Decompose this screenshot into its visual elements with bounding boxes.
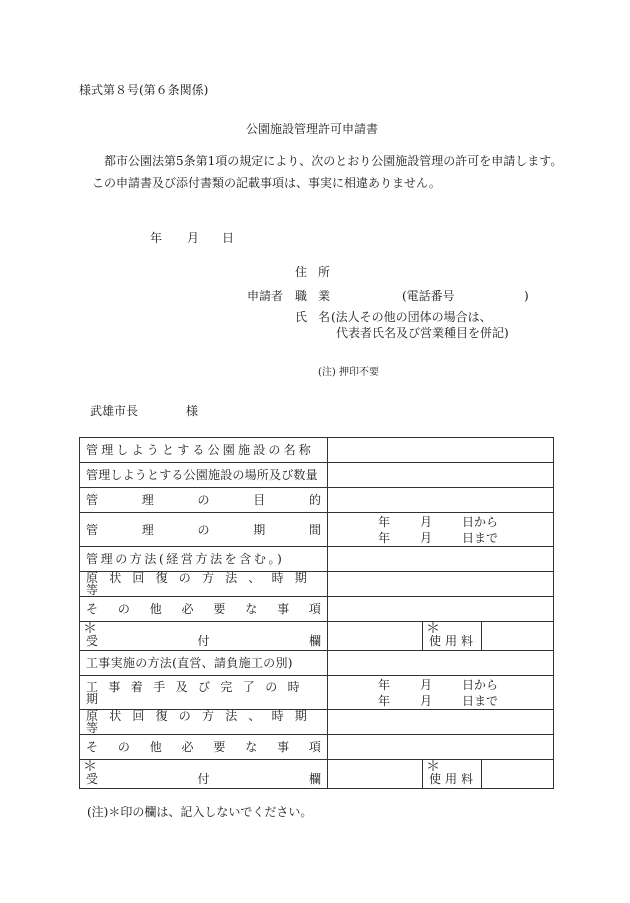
other-label-cell — [80, 597, 328, 622]
date-day-label: 日 — [222, 231, 235, 245]
reception-char: 欄 — [308, 772, 321, 786]
work-method-value[interactable] — [328, 651, 554, 676]
work-other-label — [86, 741, 321, 753]
table-row — [80, 572, 554, 597]
work-until-month: 月 — [420, 693, 433, 708]
facility-location-value[interactable] — [328, 463, 554, 488]
work-period-label: 工事着手及び完了の時期 — [86, 679, 311, 706]
intro-text-line-1: 都市公園法第5条第1項の規定により、次のとおり公園施設管理の許可を申請します。 — [104, 154, 563, 168]
work-from-month: 月 — [420, 677, 433, 692]
table-row — [80, 547, 554, 572]
document-title: 公園施設管理許可申請書 — [246, 122, 379, 136]
period-from-month: 月 — [420, 514, 433, 529]
other-char: 他 — [149, 740, 162, 754]
work-period-value[interactable] — [328, 676, 554, 710]
facility-location-label: 管理しようとする公園施設の場所及び数量 — [86, 468, 318, 482]
occupation-label-1: 職 — [295, 289, 308, 303]
other-char: 項 — [308, 740, 321, 754]
star-mark: ＊ — [426, 759, 440, 775]
reception-char: 欄 — [308, 634, 321, 648]
purpose-value[interactable] — [328, 488, 554, 513]
usage-fee-value[interactable] — [482, 622, 553, 650]
work-restoration-label: 原状回復の方法、時期等 — [86, 709, 319, 735]
phone-close-paren: ) — [524, 289, 529, 303]
work-until-year: 年 — [378, 693, 391, 708]
work-other-label-cell — [80, 735, 328, 760]
work-usage-fee-label-cell — [423, 760, 482, 788]
reception-label — [86, 635, 321, 647]
other-char: 必 — [181, 740, 194, 754]
reception-char: 付 — [197, 634, 210, 648]
purpose-char: の — [197, 493, 210, 507]
table-row — [80, 622, 554, 651]
other-label — [86, 603, 321, 615]
other-value[interactable] — [328, 597, 554, 622]
other-char: 事 — [277, 602, 290, 616]
period-value[interactable] — [328, 513, 554, 547]
form-number: 様式第８号(第６条関係) — [79, 83, 209, 97]
applicant-label: 申請者 — [247, 289, 284, 303]
name-note-line-2: 代表者氏名及び営業種目を併記) — [336, 326, 509, 340]
other-char: 他 — [149, 602, 162, 616]
table-row — [80, 651, 554, 676]
facility-name-value[interactable] — [328, 438, 554, 463]
other-char: そ — [86, 602, 99, 616]
method-label: 管理の方法(経営方法を含む。) — [86, 552, 285, 566]
application-table — [79, 437, 554, 789]
other-char: 要 — [213, 602, 226, 616]
purpose-char: 理 — [141, 493, 154, 507]
date-year-label: 年 — [150, 231, 163, 245]
work-period-label-cell — [80, 676, 328, 710]
name-note-line-1: (法人その他の団体の場合は、 — [331, 310, 492, 324]
work-method-label: 工事実施の方法(直営、請負施工の別) — [86, 656, 293, 670]
name-label-1: 氏 — [295, 310, 308, 324]
restoration-label: 原状回復の方法、時期等 — [86, 571, 319, 597]
method-value[interactable] — [328, 547, 554, 572]
purpose-char: 目 — [253, 493, 266, 507]
other-char: 必 — [181, 602, 194, 616]
restoration-label-cell — [80, 572, 328, 597]
period-from-day: 日から — [462, 514, 499, 529]
work-until-day: 日まで — [462, 693, 499, 708]
other-char: の — [117, 602, 130, 616]
occupation-label-2: 業 — [318, 289, 331, 303]
work-reception-value[interactable] — [328, 760, 423, 789]
purpose-label-cell — [80, 488, 328, 513]
addressee-honorific: 様 — [186, 404, 199, 418]
other-char: そ — [86, 740, 99, 754]
purpose-label — [86, 494, 321, 506]
addressee-name: 武雄市長 — [90, 404, 139, 418]
usage-fee-label: 使用料 — [429, 772, 478, 786]
facility-name-label: 管理しようとする公園施設の名称 — [86, 443, 315, 457]
work-from-year: 年 — [378, 677, 391, 692]
date-month-label: 月 — [187, 231, 200, 245]
work-restoration-value[interactable] — [328, 710, 554, 735]
method-label-cell — [80, 547, 328, 572]
table-row — [80, 463, 554, 488]
facility-location-label-cell — [80, 463, 328, 488]
star-mark: ＊ — [83, 621, 97, 637]
star-mark: ＊ — [426, 621, 440, 637]
reception-char: 受 — [86, 772, 99, 786]
period-until-year: 年 — [378, 530, 391, 545]
work-reception-label — [86, 773, 321, 785]
work-from-day: 日から — [462, 677, 499, 692]
period-label-cell — [80, 513, 328, 547]
seal-note: (注) 押印不要 — [318, 367, 379, 378]
table-row — [80, 676, 554, 710]
name-label-2: 名 — [318, 310, 331, 324]
period-char: 管 — [86, 522, 99, 537]
other-char: な — [245, 740, 258, 754]
table-row — [80, 735, 554, 760]
reception-value[interactable] — [328, 622, 423, 651]
purpose-char: 管 — [86, 493, 99, 507]
usage-fee-label: 使用料 — [429, 634, 478, 648]
period-char: の — [197, 522, 210, 537]
work-other-value[interactable] — [328, 735, 554, 760]
usage-fee-label-cell — [423, 622, 482, 650]
table-row — [80, 760, 554, 789]
period-char: 期 — [253, 522, 266, 537]
reception-char: 付 — [197, 772, 210, 786]
restoration-value[interactable] — [328, 572, 554, 597]
other-char: の — [117, 740, 130, 754]
star-mark: ＊ — [83, 759, 97, 775]
other-char: な — [245, 602, 258, 616]
work-reception-label-cell — [80, 760, 328, 789]
facility-name-label-cell — [80, 438, 328, 463]
address-label-2: 所 — [318, 265, 331, 279]
table-row — [80, 513, 554, 547]
address-label-1: 住 — [295, 265, 308, 279]
period-until-day: 日まで — [462, 530, 499, 545]
period-until-month: 月 — [420, 530, 433, 545]
reception-label-cell — [80, 622, 328, 651]
table-row — [80, 597, 554, 622]
period-label — [86, 524, 321, 536]
purpose-char: 的 — [308, 493, 321, 507]
other-char: 項 — [308, 602, 321, 616]
reception-char: 受 — [86, 634, 99, 648]
work-method-label-cell — [80, 651, 328, 676]
table-row — [80, 710, 554, 735]
work-restoration-label-cell — [80, 710, 328, 735]
table-row — [80, 438, 554, 463]
other-char: 事 — [277, 740, 290, 754]
period-char: 理 — [141, 522, 154, 537]
work-usage-fee-value[interactable] — [482, 760, 553, 788]
usage-fee-area — [423, 622, 554, 651]
intro-text-line-2: この申請書及び添付書類の記載事項は、事実に相違ありません。 — [92, 176, 441, 190]
footnote: (注)＊印の欄は、記入しないでください。 — [87, 805, 313, 819]
work-usage-fee-area — [423, 760, 554, 789]
period-char: 間 — [308, 522, 321, 537]
table-row — [80, 488, 554, 513]
period-from-year: 年 — [378, 514, 391, 529]
phone-label: (電話番号 — [402, 289, 455, 303]
other-char: 要 — [213, 740, 226, 754]
